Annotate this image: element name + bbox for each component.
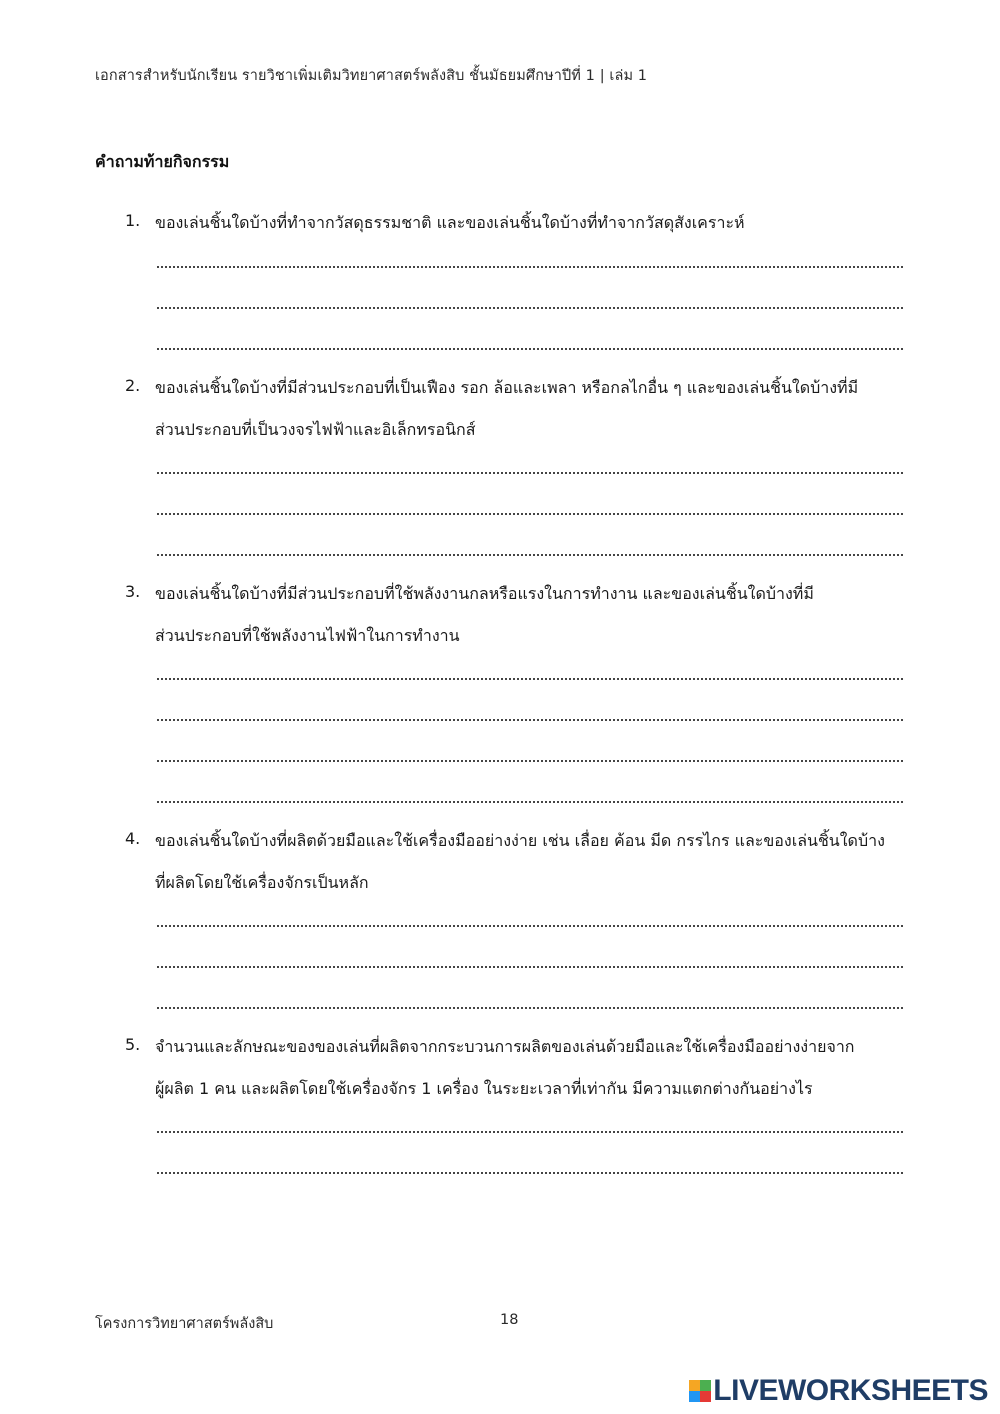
answer-line[interactable] <box>157 719 903 721</box>
answer-line[interactable] <box>157 801 903 803</box>
question-text: จำนวนและลักษณะของของเล่นที่ผลิตจากกระบวนการผลิตของเล่นด้วยมือและใช้เครื่องมืออย่างง่ายจาก <box>155 1037 855 1056</box>
question-text-continued: ส่วนประกอบที่ใช้พลังงานไฟฟ้าในการทำงาน <box>155 626 460 645</box>
question-text: ของเล่นชิ้นใดบ้างที่ผลิตด้วยมือและใช้เครื่องมืออย่างง่าย เช่น เลื่อย ค้อน มีด กรรไกร และของเล่นชิ้นใดบ้าง <box>155 831 885 850</box>
question-text-continued: ส่วนประกอบที่เป็นวงจรไฟฟ้าและอิเล็กทรอนิกส์ <box>155 420 476 439</box>
page-number: 18 <box>500 1312 519 1328</box>
logo-tile <box>700 1391 711 1402</box>
answer-line[interactable] <box>157 513 903 515</box>
answer-line[interactable] <box>157 266 903 268</box>
logo-tile <box>700 1380 711 1391</box>
question-text-continued: ที่ผลิตโดยใช้เครื่องจักรเป็นหลัก <box>155 873 369 892</box>
logo-tile <box>689 1391 700 1402</box>
question-text: ของเล่นชิ้นใดบ้างที่มีส่วนประกอบที่ใช้พลังงานกลหรือแรงในการทำงาน และของเล่นชิ้นใดบ้างที่มี <box>155 584 814 603</box>
question-number: 2. <box>125 376 141 395</box>
question-number: 3. <box>125 582 141 601</box>
section-title: คำถามท้ายกิจกรรม <box>95 152 230 171</box>
answer-line[interactable] <box>157 554 903 556</box>
question-number: 4. <box>125 829 141 848</box>
document-header: เอกสารสำหรับนักเรียน รายวิชาเพิ่มเติมวิทยาศาสตร์พลังสิบ ชั้นมัธยมศึกษาปีที่ 1 | เล่ม 1 <box>95 68 648 84</box>
footer-project-name: โครงการวิทยาศาสตร์พลังสิบ <box>95 1316 274 1332</box>
answer-line[interactable] <box>157 1172 903 1174</box>
answer-line[interactable] <box>157 1007 903 1009</box>
question-text: ของเล่นชิ้นใดบ้างที่ทำจากวัสดุธรรมชาติ และของเล่นชิ้นใดบ้างที่ทำจากวัสดุสังเคราะห์ <box>155 213 745 232</box>
answer-line[interactable] <box>157 966 903 968</box>
answer-line[interactable] <box>157 472 903 474</box>
answer-line[interactable] <box>157 307 903 309</box>
liveworksheets-text: LIVEWORKSHEETS <box>713 1374 988 1407</box>
answer-line[interactable] <box>157 348 903 350</box>
answer-line[interactable] <box>157 678 903 680</box>
answer-line[interactable] <box>157 760 903 762</box>
question-number: 1. <box>125 211 141 230</box>
logo-tile <box>689 1380 700 1391</box>
liveworksheets-watermark <box>689 1374 988 1408</box>
answer-line[interactable] <box>157 925 903 927</box>
question-text-continued: ผู้ผลิต 1 คน และผลิตโดยใช้เครื่องจักร 1 เครื่อง ในระยะเวลาที่เท่ากัน มีความแตกต่างกันอย่างไร <box>155 1079 813 1098</box>
question-number: 5. <box>125 1035 141 1054</box>
question-text: ของเล่นชิ้นใดบ้างที่มีส่วนประกอบที่เป็นเฟือง รอก ล้อและเพลา หรือกลไกอื่น ๆ และของเล่นชิ้นใดบ้างที่มี <box>155 378 859 397</box>
liveworksheets-logo-icon <box>689 1380 711 1402</box>
answer-line[interactable] <box>157 1131 903 1133</box>
